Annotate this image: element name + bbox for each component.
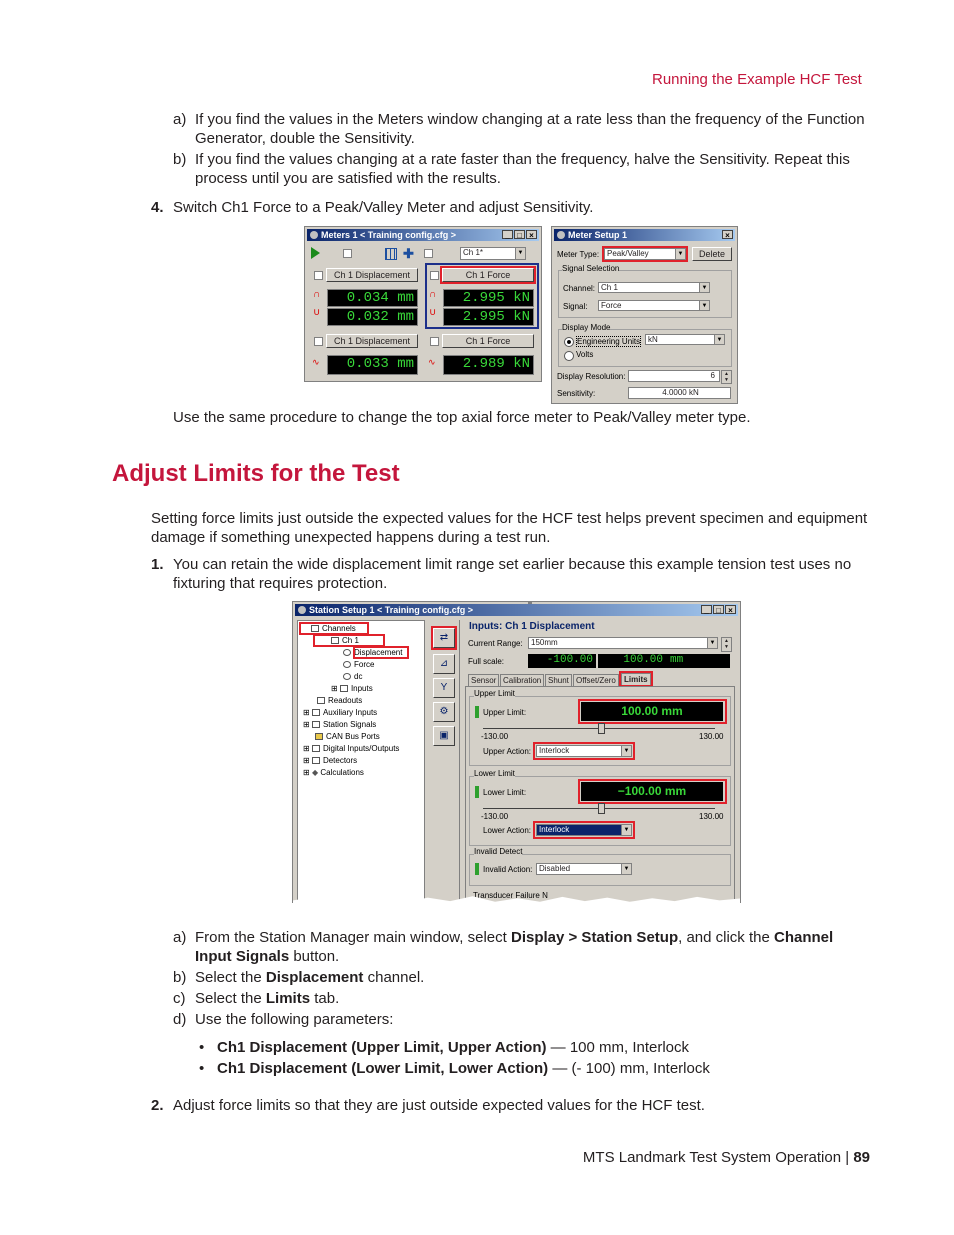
highlight-box: [431, 626, 457, 650]
full-scale-min: -100.00: [528, 654, 596, 668]
window-title: Station Setup 1 < Training config.cfg >: [309, 605, 474, 615]
add-icon[interactable]: ✚: [403, 246, 414, 261]
tree-label: Inputs: [350, 684, 373, 693]
sub-item-b-sensitivity: [173, 150, 873, 188]
volts-label: Volts: [576, 350, 594, 359]
channel-select[interactable]: [598, 282, 710, 293]
lower-limit-label: Lower Limit:: [483, 788, 527, 797]
invalid-action-select[interactable]: [536, 863, 632, 875]
close-icon[interactable]: ×: [526, 230, 537, 239]
sub-item-a-display: [173, 928, 873, 966]
highlight-box: [533, 821, 635, 839]
lower-limit-value[interactable]: −100.00 mm: [581, 782, 723, 801]
meters-window: [304, 226, 542, 382]
maximize-icon[interactable]: □: [514, 230, 525, 239]
eng-units-radio[interactable]: [564, 337, 574, 347]
tree-item-can-bus[interactable]: [315, 732, 380, 741]
channel-select[interactable]: [460, 247, 526, 260]
window-title: Meter Setup 1: [568, 230, 628, 240]
tree-item-station-signals[interactable]: ⊞ Station Signals: [303, 720, 377, 729]
grid-icon[interactable]: [385, 248, 397, 260]
highlight-box: [578, 699, 727, 724]
tab-name: Limits: [265, 990, 311, 1007]
tree-item-aux-inputs[interactable]: ⊞ Auxiliary Inputs: [303, 708, 378, 717]
meter-checkbox[interactable]: [314, 271, 323, 280]
meter3-value: 0.033 mm: [327, 355, 418, 375]
item-text: If you find the values changing at a rate faster than the frequency, halve the Sensitivity. Repeat this process until you are satisfied with the results.: [195, 151, 850, 187]
step-1: [151, 555, 871, 593]
param-value: — (- 100) mm, Interlock: [548, 1060, 710, 1077]
meters-titlebar: [307, 229, 539, 241]
item-text: Use the following parameters:: [195, 1011, 394, 1028]
tree-item-force[interactable]: [343, 660, 374, 669]
valley-icon: ∪: [429, 307, 437, 318]
hardware-icon[interactable]: ▣: [433, 726, 455, 746]
app-icon: [298, 606, 306, 614]
upper-max-label: 130.00: [699, 732, 724, 741]
current-range-select[interactable]: [528, 637, 718, 649]
item-label: c): [173, 990, 186, 1007]
chevron-down-icon[interactable]: ▼: [707, 638, 717, 648]
meter-checkbox[interactable]: [430, 337, 439, 346]
spinner-icon[interactable]: ▲ ▼: [721, 370, 732, 384]
tree-label: Station Signals: [322, 720, 377, 729]
invalid-action-value: Disabled: [539, 864, 571, 873]
item-label: d): [173, 1011, 187, 1028]
tree-label: Channels: [322, 624, 356, 633]
channel-name: Displacement: [265, 969, 364, 986]
play-icon[interactable]: [311, 247, 320, 259]
delete-button[interactable]: Delete: [692, 247, 732, 261]
upper-group-label: Upper Limit: [474, 689, 515, 698]
tree-item-dc[interactable]: [343, 672, 362, 681]
toolbar-checkbox[interactable]: [343, 249, 352, 258]
bullet-icon: •: [199, 1039, 205, 1056]
bullet-icon: •: [199, 1060, 205, 1077]
running-header: Running the Example HCF Test: [652, 71, 862, 88]
chevron-down-icon[interactable]: ▼: [699, 283, 709, 292]
signal-label: Signal:: [563, 302, 588, 311]
units-select[interactable]: [645, 334, 725, 345]
meter4-value: 2.989 kN: [443, 355, 534, 375]
tree-label: Detectors: [322, 756, 358, 765]
valley-icon: ∪: [313, 307, 321, 318]
item-text: From the Station Manager main window, select: [195, 929, 511, 946]
maximize-icon[interactable]: □: [713, 605, 724, 614]
transducer-failure-label: Transducer Failure N: [473, 891, 548, 900]
valve-icon[interactable]: Y: [433, 678, 455, 698]
same-procedure-text: Use the same procedure to change the top axial force meter to Peak/Valley meter type.: [173, 409, 751, 426]
calc-icon[interactable]: ⚙: [433, 702, 455, 722]
step-2: [151, 1096, 871, 1115]
chevron-down-icon[interactable]: ▼: [621, 825, 631, 835]
item-label: b): [173, 151, 187, 168]
upper-min-label: -130.00: [481, 732, 509, 741]
meter2-valley-value: 2.995 kN: [443, 308, 534, 326]
tree-item-inputs[interactable]: ⊞ Inputs: [331, 684, 373, 693]
meter-setup-titlebar: [554, 229, 735, 241]
panel-title: Inputs: Ch 1 Displacement: [469, 621, 595, 632]
item-label: b): [173, 969, 187, 986]
step-number: 2.: [151, 1097, 164, 1114]
minimize-icon[interactable]: _: [701, 605, 712, 614]
lower-action-value: Interlock: [539, 825, 570, 834]
item-text: Select the: [195, 990, 266, 1007]
tree-label: Digital Inputs/Outputs: [322, 744, 400, 753]
tab-sensor[interactable]: Sensor: [468, 674, 499, 686]
tree-label: CAN Bus Ports: [326, 732, 380, 741]
input-signals-icon[interactable]: ⇄: [433, 628, 455, 648]
tree-item-calculations[interactable]: ⊞ ◆ Calculations: [303, 768, 364, 777]
tab-limits[interactable]: Limits: [621, 673, 651, 686]
tab-calibration[interactable]: Calibration: [500, 674, 544, 686]
sensitivity-label: Sensitivity:: [557, 389, 596, 398]
volts-radio[interactable]: [564, 351, 574, 361]
item-text: button.: [289, 948, 340, 965]
current-range-label: Current Range:: [468, 639, 523, 648]
meter3-label-button[interactable]: Ch 1 Displacement: [326, 334, 418, 348]
window-title: Meters 1 < Training config.cfg >: [321, 230, 457, 240]
tree-item-detectors[interactable]: ⊞ Detectors: [303, 756, 358, 765]
meter-setup-window: [551, 226, 738, 404]
step-number: 1.: [151, 556, 164, 573]
param-name: Ch1 Displacement (Upper Limit, Upper Action): [217, 1039, 547, 1056]
step-text: Adjust force limits so that they are just outside expected values for the HCF test.: [173, 1097, 705, 1114]
current-range-select[interactable]: [528, 602, 532, 604]
channel-select-value: Ch 1*: [463, 248, 484, 257]
chevron-down-icon[interactable]: ▼: [714, 335, 724, 344]
item-label: a): [173, 111, 187, 128]
slider-thumb[interactable]: [598, 723, 605, 734]
signals-icon: [312, 721, 320, 728]
aux-icon: [312, 709, 320, 716]
item-text: If you find the values in the Meters window changing at a rate less than the frequency of the Function Generator, double the Sensitivity.: [195, 111, 865, 147]
chevron-down-icon[interactable]: ▼: [675, 249, 685, 259]
signal-selection-label: Signal Selection: [562, 264, 620, 273]
highlight-box: [533, 742, 635, 760]
tree-label: Force: [354, 660, 375, 669]
tree-label: dc: [354, 672, 363, 681]
signal-icon: [343, 649, 351, 656]
item-text: , and click the: [678, 929, 774, 946]
full-scale-unit: mm: [666, 654, 730, 668]
upper-limit-label: Upper Limit:: [483, 708, 527, 717]
meter-type-label: Meter Type:: [557, 250, 600, 259]
sub-item-d-parameters: [173, 1010, 873, 1029]
upper-action-label: Upper Action:: [483, 747, 532, 756]
meter-checkbox[interactable]: [430, 271, 439, 280]
step-text: Switch Ch1 Force to a Peak/Valley Meter and adjust Sensitivity.: [173, 199, 594, 216]
meter2-peak-value: 2.995 kN: [443, 289, 534, 307]
timed-icon: ∿: [312, 357, 320, 367]
tree-label: Ch 1: [342, 636, 359, 645]
highlight-box: [619, 671, 653, 687]
highlight-box: [440, 266, 536, 284]
eng-units-label: Engineering Units: [577, 337, 641, 346]
select-checkbox[interactable]: [424, 249, 433, 258]
app-icon: [557, 231, 565, 239]
minimize-icon[interactable]: _: [502, 230, 513, 239]
meter1-valley-value: 0.032 mm: [327, 308, 418, 326]
full-scale-max: 100.00: [598, 654, 666, 668]
meter4-label-button[interactable]: Ch 1 Force: [442, 334, 534, 348]
full-scale-label: Full scale:: [468, 657, 505, 666]
display-mode-label: Display Mode: [562, 323, 611, 332]
tree-item-digital-io[interactable]: ⊞ Digital Inputs/Outputs: [303, 744, 400, 753]
diamond-icon: ◆: [311, 768, 319, 777]
limit-indicator-icon: [475, 863, 479, 875]
upper-limit-value[interactable]: 100.00 mm: [581, 702, 723, 721]
limit-indicator-icon: [475, 706, 479, 718]
lower-group-label: Lower Limit: [474, 769, 515, 778]
highlight-box: [353, 646, 409, 659]
step-text: You can retain the wide displacement limit range set earlier because this example tension test uses no fixturing that requires protection.: [173, 556, 852, 592]
sub-item-b-displacement: [173, 968, 873, 987]
section-title: Adjust Limits for the Test: [112, 460, 400, 487]
highlight-box: [578, 779, 727, 804]
step-4: [151, 198, 871, 217]
station-setup-titlebar: [295, 604, 738, 616]
detector-icon: [312, 757, 320, 764]
resolution-input[interactable]: 6: [628, 370, 720, 382]
lower-min-label: -130.00: [481, 812, 509, 821]
tree-item-readouts[interactable]: [317, 696, 362, 705]
meter1-label-button[interactable]: Ch 1 Displacement: [326, 268, 418, 282]
tree-label: Readouts: [328, 696, 363, 705]
meter2-label-button[interactable]: Ch 1 Force: [442, 268, 534, 282]
sub-item-c-limits: [173, 989, 873, 1008]
button-name: Channel Input Signals: [195, 929, 834, 965]
inputs-icon: [340, 685, 348, 692]
item-label: a): [173, 929, 187, 946]
signal-select[interactable]: [598, 300, 710, 311]
folder-icon: [315, 733, 323, 740]
item-text: tab.: [310, 990, 340, 1007]
tab-shunt[interactable]: Shunt: [545, 674, 572, 686]
digital-icon: [312, 745, 320, 752]
channel-value: Ch 1: [601, 283, 618, 292]
close-icon[interactable]: ×: [725, 605, 736, 614]
chevron-down-icon[interactable]: ▼: [699, 301, 709, 310]
tree-label: Displacement: [354, 648, 403, 657]
chevron-down-icon[interactable]: ▼: [621, 746, 631, 756]
signal-icon: [343, 661, 351, 668]
menu-path: Display > Station Setup: [510, 929, 679, 946]
lower-max-label: 130.00: [699, 812, 724, 821]
sub-item-a-sensitivity: [173, 110, 873, 148]
peak-icon: ∩: [429, 289, 437, 300]
bullet-lower: [199, 1059, 869, 1078]
chevron-down-icon[interactable]: ▼: [621, 864, 631, 874]
signal-icon: [343, 673, 351, 680]
slider-thumb[interactable]: [598, 803, 605, 814]
signal-value: Force: [601, 301, 622, 310]
meter-type-value: Peak/Valley: [607, 249, 649, 258]
timed-icon: ∿: [428, 357, 436, 367]
step-number: 4.: [151, 199, 164, 216]
meter-checkbox[interactable]: [314, 337, 323, 346]
param-name: Ch1 Displacement (Lower Limit, Lower Action): [217, 1060, 549, 1077]
units-value: kN: [648, 335, 658, 344]
item-text: channel.: [363, 969, 425, 986]
spinner-icon[interactable]: ▲ ▼: [721, 637, 732, 652]
item-text: Select the: [195, 969, 266, 986]
footer-text: MTS Landmark Test System Operation |: [582, 1149, 854, 1166]
station-setup-window: [292, 601, 741, 903]
chevron-down-icon[interactable]: ▼: [515, 248, 525, 259]
resolution-label: Display Resolution:: [557, 372, 626, 381]
tree-label: Calculations: [320, 768, 364, 777]
page-footer: [583, 1149, 870, 1166]
sensitivity-input[interactable]: 4.0000 kN: [628, 387, 731, 399]
app-icon: [310, 231, 318, 239]
peak-icon: ∩: [313, 289, 321, 300]
param-value: — 100 mm, Interlock: [546, 1039, 690, 1056]
upper-action-value: Interlock: [539, 746, 570, 755]
bullet-upper: [199, 1038, 869, 1057]
invalid-action-label: Invalid Action:: [483, 865, 533, 874]
tab-offset-zero[interactable]: Offset/Zero: [573, 674, 619, 686]
meter1-peak-value: 0.034 mm: [327, 289, 418, 307]
current-range-value: 150mm: [531, 638, 558, 647]
invalid-group-label: Invalid Detect: [474, 847, 523, 856]
highlight-box: [602, 246, 688, 262]
channel-label: Channel:: [563, 284, 596, 293]
close-icon[interactable]: ×: [722, 230, 733, 239]
tree-label: Auxiliary Inputs: [322, 708, 378, 717]
intro-paragraph: Setting force limits just outside the expected values for the HCF test helps prevent specimen and equipment damage if something unexpected happens during a test run.: [151, 510, 868, 546]
lower-action-label: Lower Action:: [483, 826, 532, 835]
readouts-icon: [317, 697, 325, 704]
limit-indicator-icon: [475, 786, 479, 798]
page-number: 89: [853, 1149, 870, 1166]
drive-icon[interactable]: ⊿: [433, 654, 455, 674]
